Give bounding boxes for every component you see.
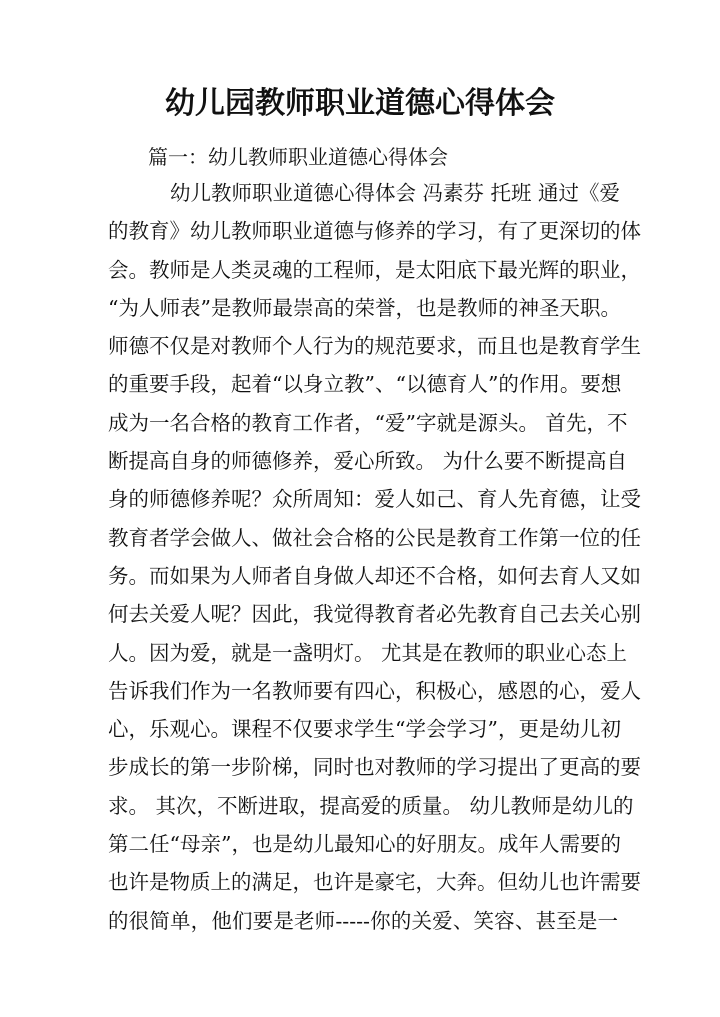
- document-subtitle: 篇一：幼儿教师职业道德心得体会: [148, 145, 448, 169]
- body-line: 人。因为爱，就是一盏明灯。 尤其是在教师的职业心态上: [108, 640, 628, 665]
- body-line: 也许是物质上的满足，也许是豪宅，大奔。但幼儿也许需要: [108, 870, 641, 895]
- body-line: 的教育》幼儿教师职业道德与修养的学习，有了更深切的体: [108, 219, 641, 244]
- body-line: 告诉我们作为一名教师要有四心，积极心，感恩的心，爱人: [108, 678, 641, 703]
- body-line: 成为一名合格的教育工作者，“爱”字就是源头。 首先，不: [108, 410, 628, 435]
- body-line: 会。教师是人类灵魂的工程师，是太阳底下最光辉的职业，: [108, 257, 641, 282]
- body-line: 断提高自身的师德修养，爱心所致。 为什么要不断提高自: [108, 449, 628, 474]
- body-line: 的很简单，他们要是老师-----你的关爱、笑容、甚至是一: [108, 908, 618, 933]
- body-line: 何去关爱人呢？因此，我觉得教育者必先教育自己去关心别: [108, 602, 641, 627]
- body-line: 心，乐观心。课程不仅要求学生“学会学习”，更是幼儿初: [108, 717, 621, 742]
- body-line: 身的师德修养呢？众所周知：爱人如己、育人先育德，让受: [108, 487, 641, 512]
- document-title: 幼儿园教师职业道德心得体会: [165, 86, 555, 121]
- body-line: 步成长的第一步阶梯，同时也对教师的学习提出了更高的要: [108, 755, 641, 780]
- body-line: 求。 其次，不断进取，提高爱的质量。 幼儿教师是幼儿的: [108, 793, 634, 818]
- body-line: 师德不仅是对教师个人行为的规范要求，而且也是教育学生: [108, 334, 641, 359]
- document-body: [108, 174, 641, 940]
- body-line: 第二任“母亲”，也是幼儿最知心的好朋友。成年人需要的: [108, 832, 621, 857]
- body-line: 务。而如果为人师者自身做人却还不合格，如何去育人又如: [108, 563, 641, 588]
- body-line: 的重要手段，起着“以身立教”、“以德育人”的作用。要想: [108, 372, 622, 397]
- body-line: “为人师表”是教师最崇高的荣誉，也是教师的神圣天职。: [108, 295, 621, 320]
- body-line: 幼儿教师职业道德心得体会 冯素芬 托班 通过《爱: [170, 181, 621, 205]
- body-line: 教育者学会做人、做社会合格的公民是教育工作第一位的任: [108, 525, 641, 550]
